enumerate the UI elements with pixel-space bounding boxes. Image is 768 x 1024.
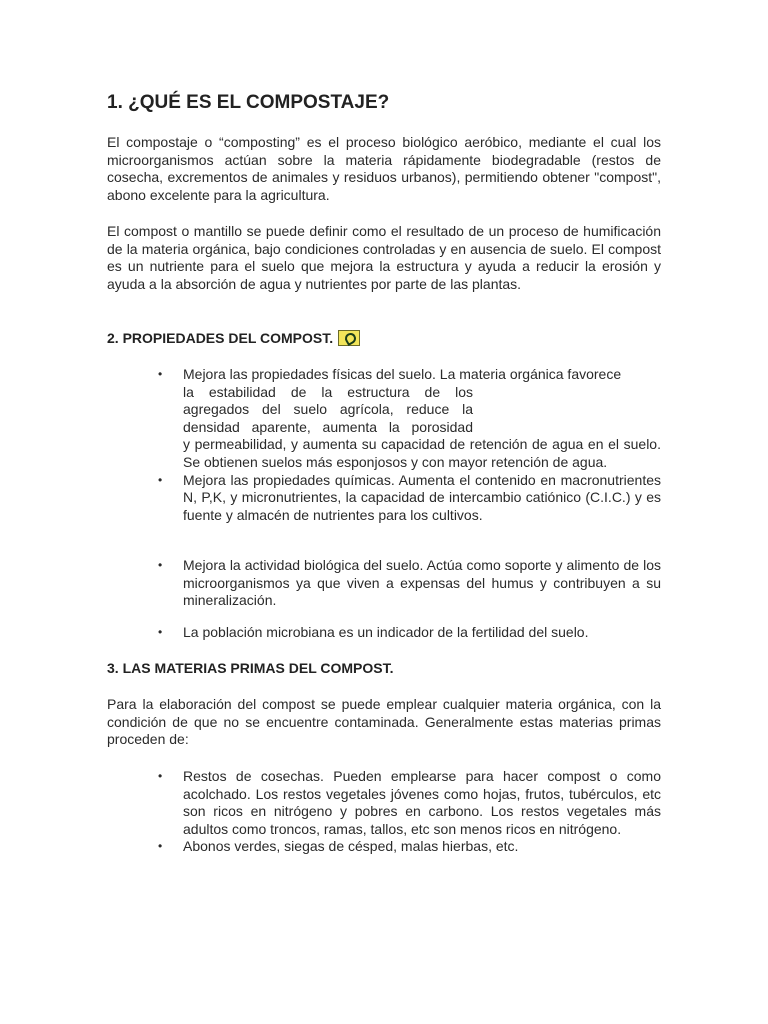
bullet-1-narrow-line-2: agregados del suelo agrícola, reduce la (183, 401, 473, 418)
section-1-paragraph-2: El compost o mantillo se puede definir como el resultado de un proceso de humificación de la materia orgánica, bajo condiciones controladas y en ausencia de suelo. El compost es un nutriente para el suelo que mejora la estructura y ayuda a reducir la erosión y ayuda a la absorción de agua y nutrientes por parte de las plantas. (107, 223, 661, 292)
section-1-heading: 1. ¿QUÉ ES EL COMPOSTAJE? (107, 92, 390, 113)
section-3-heading: 3. LAS MATERIAS PRIMAS DEL COMPOST. (107, 660, 394, 676)
section-2-heading (107, 330, 360, 346)
properties-list (156, 366, 661, 524)
properties-list-last (156, 624, 661, 642)
list-item: • La población microbiana es un indicador de la fertilidad del suelo. (156, 624, 661, 642)
raw-materials-list (156, 768, 661, 856)
list-item: • Abonos verdes, siegas de césped, malas hierbas, etc. (156, 838, 661, 856)
list-item: • Restos de cosechas. Pueden emplearse para hacer compost o como acolchado. Los restos vegetales jóvenes como hojas, frutos, tubérculos, etc son ricos en nitrógeno y pobres en carbono. Los restos vegetales más adultos como troncos, ramas, tallos, etc son menos ricos en nitrógeno. (156, 768, 661, 838)
pencil-hint-icon[interactable] (338, 330, 360, 346)
bullet-1-line-1: Mejora las propiedades físicas del suelo. La materia orgánica favorece (183, 366, 622, 382)
section-1-paragraph-1: El compostaje o “composting” es el proceso biológico aeróbico, mediante el cual los microorganismos actúan sobre la materia rápidamente biodegradable (restos de cosecha, excrementos de animales y residuos urbanos), permitiendo obtener "compost", abono excelente para la agricultura. (107, 134, 661, 203)
properties-list-continued (156, 557, 661, 610)
bullet-1-narrow-line-1: la estabilidad de la estructura de los (183, 383, 473, 400)
list-item (156, 366, 661, 472)
section-2-heading-text: 2. PROPIEDADES DEL COMPOST. (107, 330, 334, 346)
list-item: • Mejora la actividad biológica del suelo. Actúa como soporte y alimento de los microorganismos ya que viven a expensas del humus y contribuyen a su mineralización. (156, 557, 661, 610)
bullet-1-narrow-line-3: densidad aparente, aumenta la porosidad (183, 418, 473, 435)
bullet-1-rest: y permeabilidad, y aumenta su capacidad de retención de agua en el suelo. Se obtienen suelos más esponjosos y con mayor retención de agua. (183, 436, 661, 470)
list-item: • Mejora las propiedades químicas. Aumenta el contenido en macronutrientes N, P,K, y micronutrientes, la capacidad de intercambio catiónico (C.I.C.) y es fuente y almacén de nutrientes para los cultivos. (156, 472, 661, 525)
section-3-intro: Para la elaboración del compost se puede emplear cualquier materia orgánica, con la condición de que no se encuentre contaminada. Generalmente estas materias primas proceden de: (107, 696, 661, 748)
